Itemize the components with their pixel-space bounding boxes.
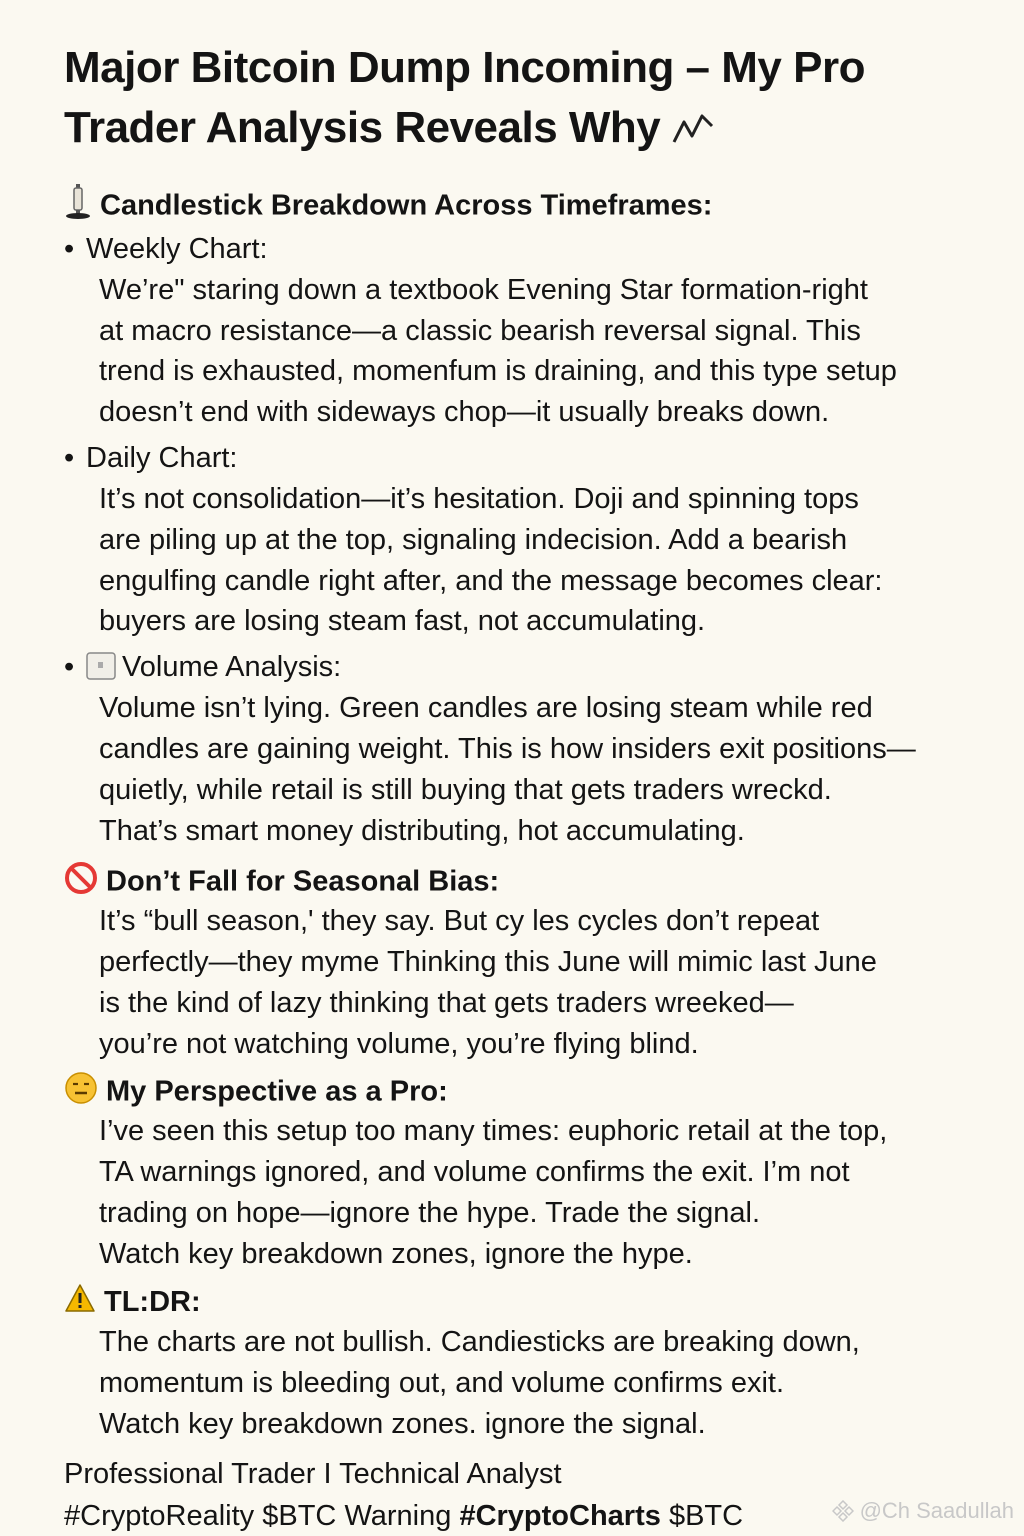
volume-label: Volume Analysis: <box>122 651 342 683</box>
tldr-heading-text: TL:DR: <box>104 1286 201 1318</box>
warning-word: Warning <box>344 1500 452 1532</box>
cashtag-btc-2[interactable]: $BTC <box>668 1500 744 1532</box>
weekly-label: Weekly Chart: <box>86 233 268 265</box>
weekly-line-2: at macro resistance—a classic bearish reversal signal. This <box>99 315 861 347</box>
seasonal-line-4: you’re not watching volume, you’re flying blind. <box>99 1028 699 1060</box>
watermark <box>832 1498 1014 1528</box>
perspective-line-3: trading on hope—ignore the hype. Trade the signal. <box>99 1197 761 1229</box>
tldr-line-2: momentum is bleeding out, and volume confirms exit. <box>99 1367 785 1399</box>
weekly-bullet <box>64 230 268 268</box>
volume-bullet <box>64 648 341 690</box>
perspective-line-4: Watch key breakdown zones, ignore the hype. <box>99 1238 693 1270</box>
candlestick-heading-text: Candlestick Breakdown Across Timeframes: <box>100 189 713 222</box>
perspective-line-1: I’ve seen this setup too many times: euphoric retail at the top, <box>99 1115 888 1147</box>
tldr-line-1: The charts are not bullish. Candiesticks are breaking down, <box>99 1326 860 1358</box>
bullet-dot: • <box>64 651 75 683</box>
weekly-line-3: trend is exhausted, momenfum is draining, and this type setup <box>99 355 897 387</box>
perspective-heading-text: My Perspective as a Pro: <box>106 1075 448 1108</box>
daily-line-1: It’s not consolidation—it’s hesitation. Doji and spinning tops <box>99 483 859 515</box>
candlestick-heading <box>64 184 712 230</box>
weekly-line-1: We’re" staring down a textbook Evening Star formation-right <box>99 274 868 306</box>
daily-line-4: buyers are losing steam fast, not accumulating. <box>99 605 706 637</box>
cashtag-btc[interactable]: $BTC <box>262 1500 337 1532</box>
prohibited-icon <box>64 861 98 905</box>
chart-icon <box>86 652 116 690</box>
volume-line-3: quietly, while retail is still buying that gets traders wreckd. <box>99 774 832 806</box>
seasonal-line-3: is the kind of lazy thinking that gets traders wreeked— <box>99 987 794 1019</box>
hashtag-cryptoreality[interactable]: #CryptoReality <box>64 1500 255 1532</box>
tldr-heading <box>64 1283 201 1323</box>
perspective-line-2: TA warnings ignored, and volume confirms the exit. I’m not <box>99 1156 850 1188</box>
watermark-text: @Ch Saadullah <box>859 1498 1014 1523</box>
weekly-line-4: doesn’t end with sideways chop—it usually breaks down. <box>99 396 830 428</box>
volume-line-2: candles are gaining weight. This is how insiders exit positions— <box>99 733 916 765</box>
bullet-dot: • <box>64 442 75 474</box>
author-signature: Professional Trader I Technical Analyst <box>64 1458 562 1490</box>
bullet-dot: • <box>64 233 75 265</box>
daily-label: Daily Chart: <box>86 442 238 474</box>
daily-bullet <box>64 439 238 477</box>
platform-logo-icon <box>832 1500 854 1528</box>
chart-trend-icon <box>672 102 716 162</box>
post-title-text: Major Bitcoin Dump Incoming – My Pro Trader Analysis Reveals Why <box>64 43 865 152</box>
seasonal-heading <box>64 861 499 905</box>
daily-line-2: are piling up at the top, signaling indecision. Add a bearish <box>99 524 848 556</box>
warning-icon <box>64 1283 96 1323</box>
volume-line-1: Volume isn’t lying. Green candles are losing steam while red <box>99 692 873 724</box>
unamused-face-icon <box>64 1071 98 1115</box>
post-title <box>64 38 984 162</box>
tldr-line-3: Watch key breakdown zones. ignore the signal. <box>99 1408 706 1440</box>
hashtag-line <box>64 1497 743 1535</box>
seasonal-line-2: perfectly—they myme Thinking this June will mimic last June <box>99 946 877 978</box>
hashtag-cryptocharts[interactable]: #CryptoCharts <box>459 1500 661 1532</box>
daily-line-3: engulfing candle right after, and the message becomes clear: <box>99 565 883 597</box>
candlestick-icon <box>64 184 92 230</box>
volume-line-4: That’s smart money distributing, hot accumulating. <box>99 815 745 847</box>
seasonal-line-1: It’s “bull season,' they say. But cy les cycles don’t repeat <box>99 905 820 937</box>
seasonal-heading-text: Don’t Fall for Seasonal Bias: <box>106 865 500 898</box>
perspective-heading <box>64 1071 448 1115</box>
